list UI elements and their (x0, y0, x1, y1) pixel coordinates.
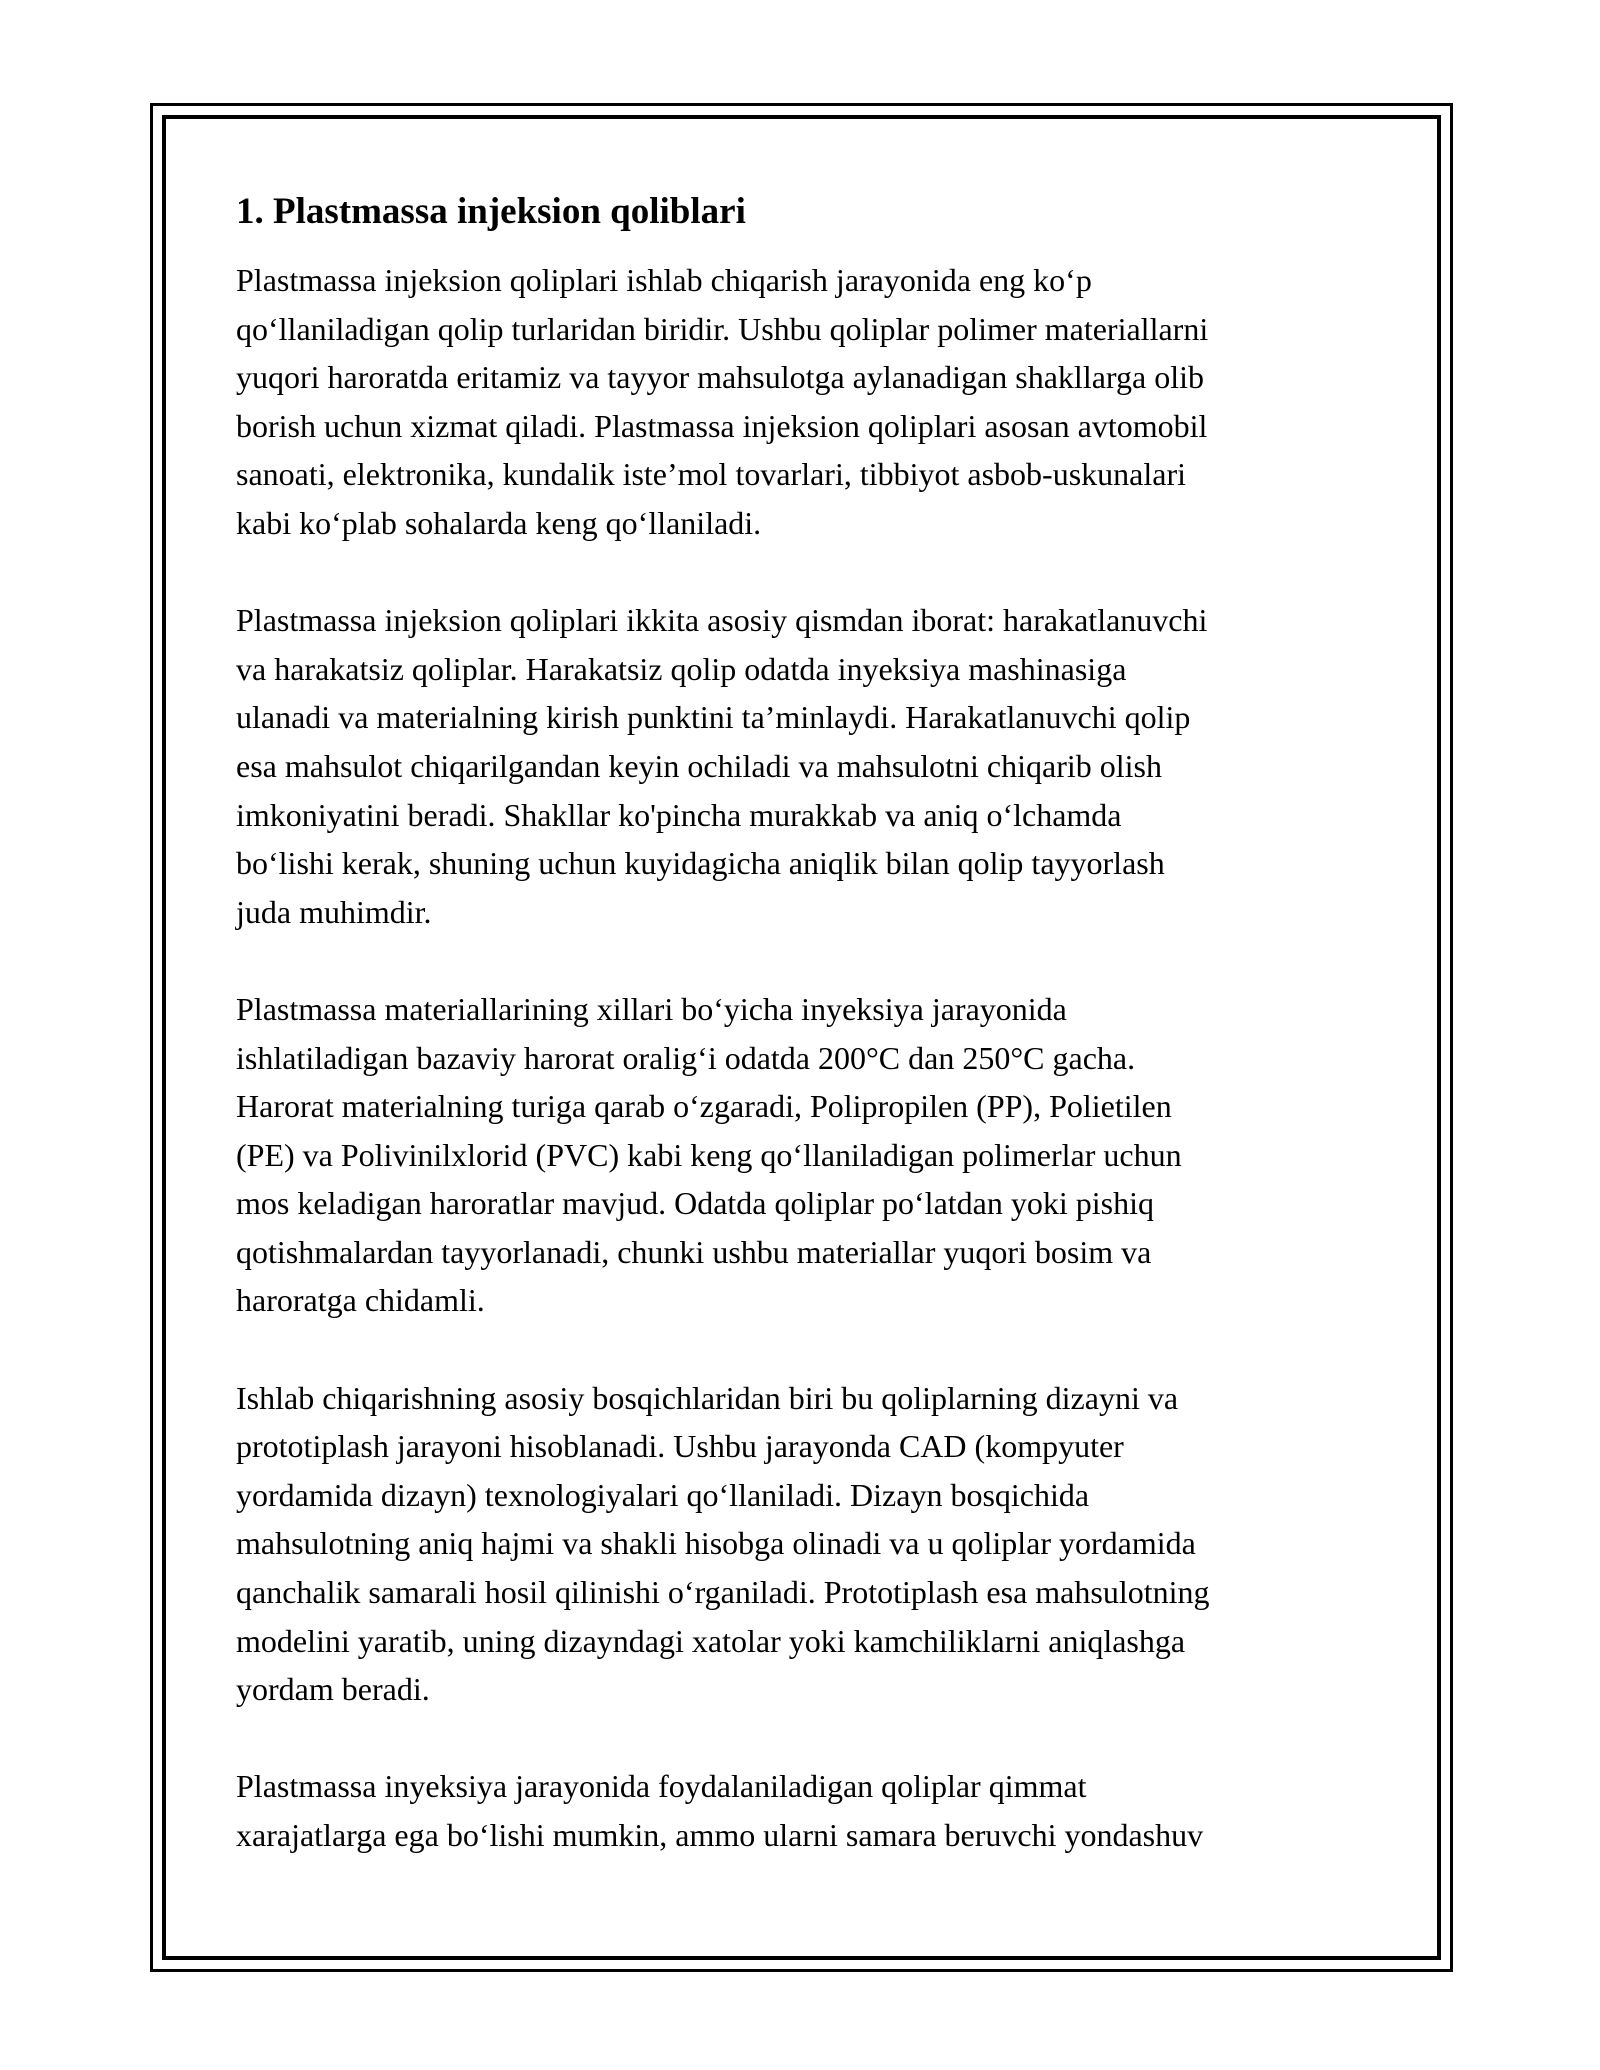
text-line: borish uchun xizmat qiladi. Plastmassa injeksion qoliplari asosan avtomobil (236, 407, 1208, 444)
text-line: Plastmassa materiallarining xillari bo‘yicha inyeksiya jarayonida (236, 990, 1067, 1027)
text-line: va harakatsiz qoliplar. Harakatsiz qolip odatda inyeksiya mashinasiga (236, 650, 1127, 687)
text-line: juda muhimdir. (236, 893, 432, 930)
text-line: sanoati, elektronika, kundalik iste’mol tovarlari, tibbiyot asbob-uskunalari (236, 456, 1186, 493)
text-line: qo‘llaniladigan qolip turlaridan biridir. Ushbu qoliplar polimer materiallarni (236, 310, 1209, 347)
text-line: ulanadi va materialning kirish punktini ta’minlaydi. Harakatlanuvchi qolip (236, 699, 1191, 736)
paragraph-5 (236, 1762, 1366, 1859)
text-line: Plastmassa injeksion qoliplari ishlab chiqarish jarayonida eng ko‘p (236, 262, 1092, 298)
text-line: qotishmalardan tayyorlanadi, chunki ushbu materiallar yuqori bosim va (236, 1233, 1152, 1270)
text-line: xarajatlarga ega bo‘lishi mumkin, ammo ularni samara beruvchi yondashuv (236, 1817, 1204, 1853)
paragraph-4 (236, 1374, 1366, 1714)
text-line: Plastmassa inyeksiya jarayonida foydalaniladigan qoliplar qimmat (236, 1768, 1087, 1805)
paragraph-2 (236, 596, 1366, 936)
paragraph-1 (236, 256, 1366, 548)
text-line: esa mahsulot chiqarilgandan keyin ochiladi va mahsulotni chiqarib olish (236, 747, 1162, 784)
text-line: Plastmassa injeksion qoliplari ikkita asosiy qismdan iborat: harakatlanuvchi (236, 602, 1208, 639)
section-heading: 1. Plastmassa injeksion qoliblari (236, 191, 746, 232)
text-line: kabi ko‘plab sohalarda keng qo‘llaniladi. (236, 504, 762, 541)
document-body (236, 188, 1366, 1908)
text-line: qanchalik samarali hosil qilinishi o‘rganiladi. Prototiplash esa mahsulotning (236, 1574, 1210, 1611)
text-line: bo‘lishi kerak, shuning uchun kuyidagicha aniqlik bilan qolip tayyorlash (236, 845, 1165, 882)
text-line: imkoniyatini beradi. Shakllar ko'pincha murakkab va aniq o‘lchamda (236, 796, 1122, 833)
text-line: mos keladigan haroratlar mavjud. Odatda qoliplar po‘latdan yoki pishiq (236, 1185, 1154, 1222)
text-line: haroratga chidamli. (236, 1282, 485, 1319)
text-line: prototiplash jarayoni hisoblanadi. Ushbu jarayonda CAD (kompyuter (236, 1428, 1124, 1465)
text-line: ishlatiladigan bazaviy harorat oralig‘i odatda 200°C dan 250°C gacha. (236, 1039, 1136, 1076)
paragraph-3 (236, 985, 1366, 1325)
text-line: modelini yaratib, uning dizayndagi xatolar yoki kamchiliklarni aniqlashga (236, 1622, 1186, 1659)
text-line: yordamida dizayn) texnologiyalari qo‘llaniladi. Dizayn bosqichida (236, 1476, 1090, 1513)
text-line: (PE) va Polivinilxlorid (PVC) kabi keng qo‘llaniladigan polimerlar uchun (236, 1136, 1182, 1173)
text-line: Harorat materialning turiga qarab o‘zgaradi, Polipropilen (PP), Polietilen (236, 1088, 1172, 1125)
text-line: yuqori haroratda eritamiz va tayyor mahsulotga aylanadigan shakllarga olib (236, 359, 1204, 396)
text-line: mahsulotning aniq hajmi va shakli hisobga olinadi va u qoliplar yordamida (236, 1525, 1196, 1562)
text-line: Ishlab chiqarishning asosiy bosqichlaridan biri bu qoliplarning dizayni va (236, 1379, 1179, 1416)
text-line: yordam beradi. (236, 1671, 430, 1708)
